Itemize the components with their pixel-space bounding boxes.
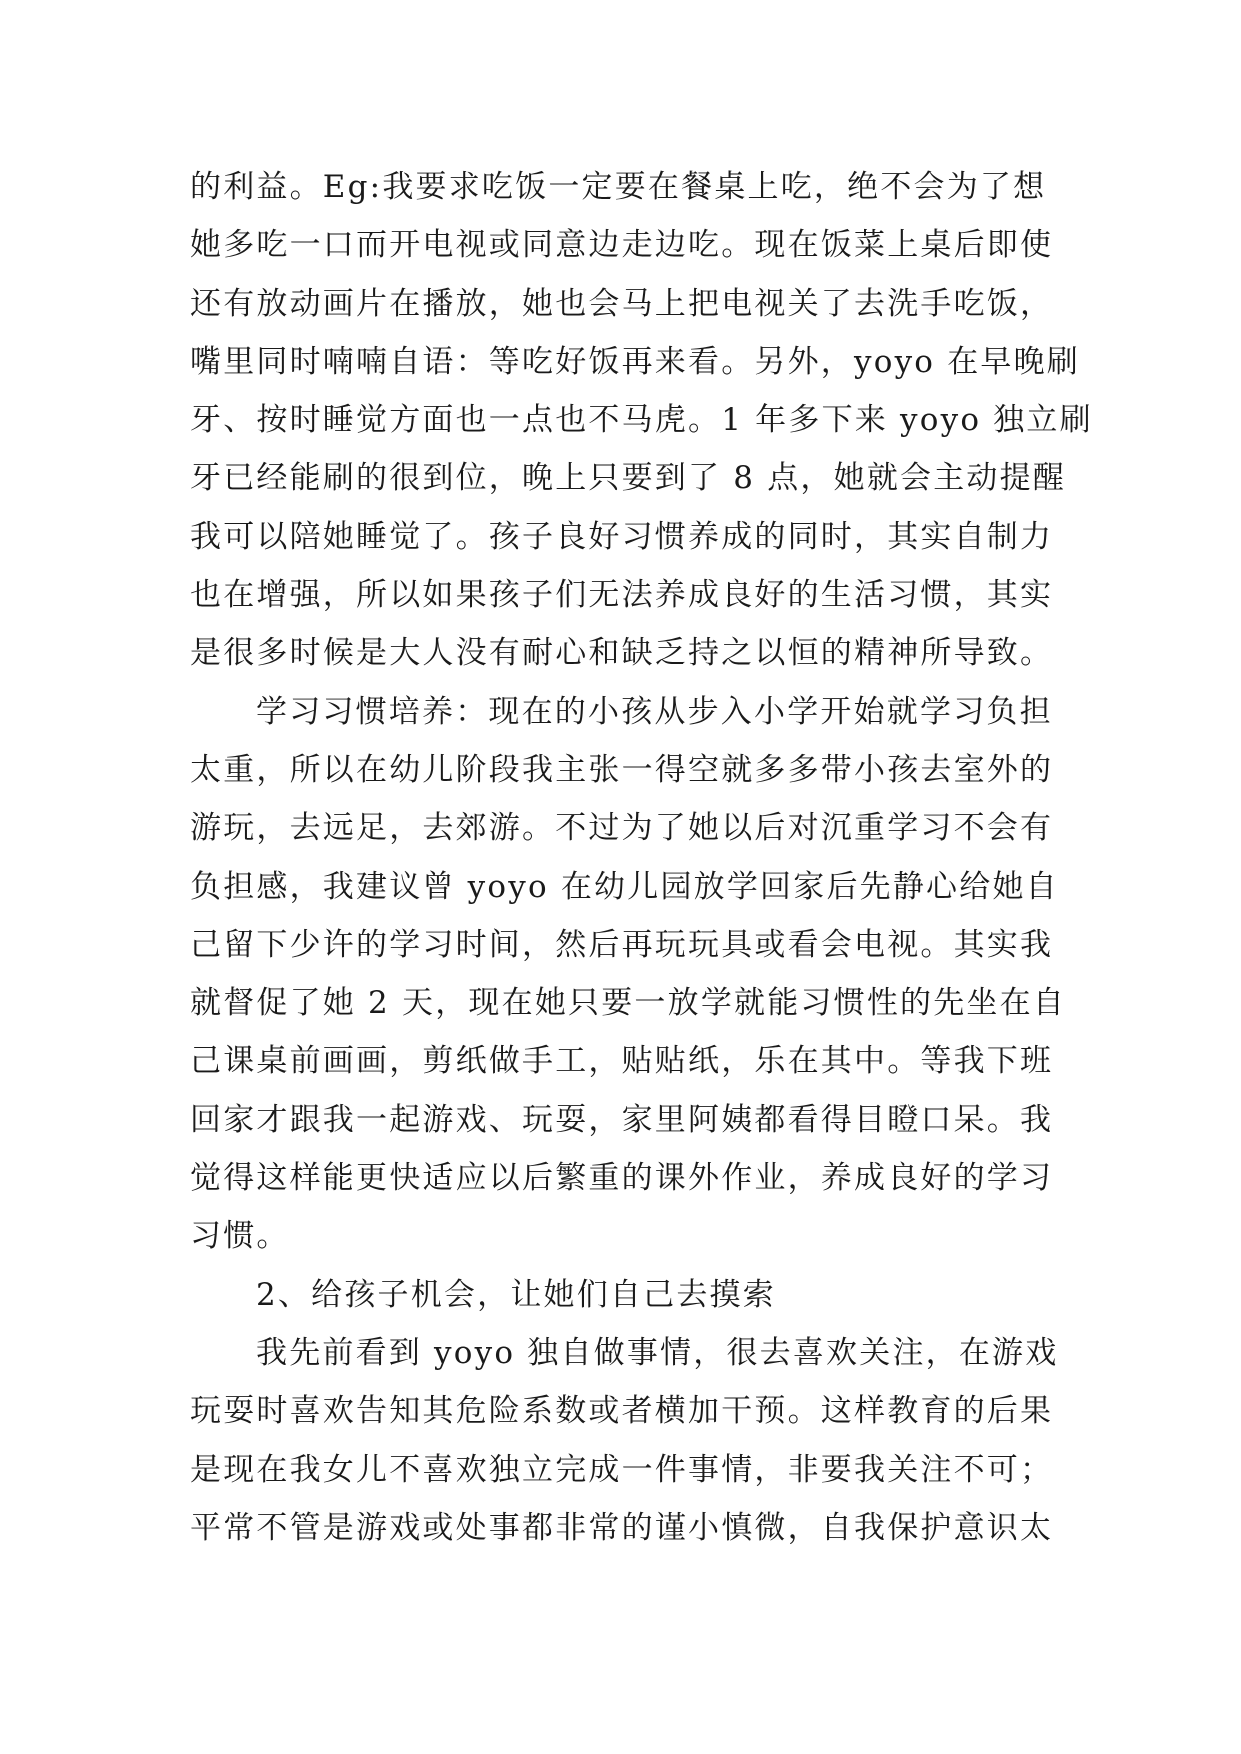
text-line: 负担感，我建议曾 yoyo 在幼儿园放学回家后先静心给她自 <box>190 868 1059 905</box>
text-line: 玩耍时喜欢告知其危险系数或者横加干预。这样教育的后果 <box>190 1393 1054 1430</box>
section-heading: 2、给孩子机会，让她们自己去摸索 <box>256 1276 776 1313</box>
text-line: 回家才跟我一起游戏、玩耍，家里阿姨都看得目瞪口呆。我 <box>190 1101 1054 1138</box>
text-line: 平常不管是游戏或处事都非常的谨小慎微，自我保护意识太 <box>190 1509 1054 1546</box>
text-line: 嘴里同时喃喃自语：等吃好饭再来看。另外，yoyo 在早晚刷 <box>190 343 1081 380</box>
text-line: 牙已经能刷的很到位，晚上只要到了 8 点，她就会主动提醒 <box>190 460 1067 497</box>
paragraph-first-line: 学习习惯培养：现在的小孩从步入小学开始就学习负担 <box>256 693 1053 730</box>
document-body <box>190 158 1093 1557</box>
text-line: 还有放动画片在播放，她也会马上把电视关了去洗手吃饭， <box>190 285 1054 322</box>
text-line: 太重，所以在幼儿阶段我主张一得空就多多带小孩去室外的 <box>190 751 1054 788</box>
text-line: 是很多时候是大人没有耐心和缺乏持之以恒的精神所导致。 <box>190 635 1054 672</box>
text-line: 游玩，去远足，去郊游。不过为了她以后对沉重学习不会有 <box>190 810 1054 847</box>
paragraph-first-line: 我先前看到 yoyo 独自做事情，很去喜欢关注，在游戏 <box>256 1334 1059 1371</box>
text-line: 的利益。Eg:我要求吃饭一定要在餐桌上吃，绝不会为了想 <box>190 169 1047 205</box>
text-line: 牙、按时睡觉方面也一点也不马虎。1 年多下来 yoyo 独立刷 <box>190 402 1093 439</box>
text-line: 我可以陪她睡觉了。孩子良好习惯养成的同时，其实自制力 <box>190 518 1054 555</box>
text-line: 习惯。 <box>190 1218 290 1255</box>
text-line: 觉得这样能更快适应以后繁重的课外作业，养成良好的学习 <box>190 1160 1054 1197</box>
text-line: 己留下少许的学习时间，然后再玩玩具或看会电视。其实我 <box>190 926 1054 963</box>
text-line: 是现在我女儿不喜欢独立完成一件事情，非要我关注不可； <box>190 1451 1054 1488</box>
text-line: 也在增强，所以如果孩子们无法养成良好的生活习惯，其实 <box>190 577 1054 614</box>
text-line: 她多吃一口而开电视或同意边走边吃。现在饭菜上桌后即使 <box>190 227 1054 264</box>
text-line: 己课桌前画画，剪纸做手工，贴贴纸，乐在其中。等我下班 <box>190 1043 1054 1080</box>
text-line: 就督促了她 2 天，现在她只要一放学就能习惯性的先坐在自 <box>190 985 1067 1022</box>
